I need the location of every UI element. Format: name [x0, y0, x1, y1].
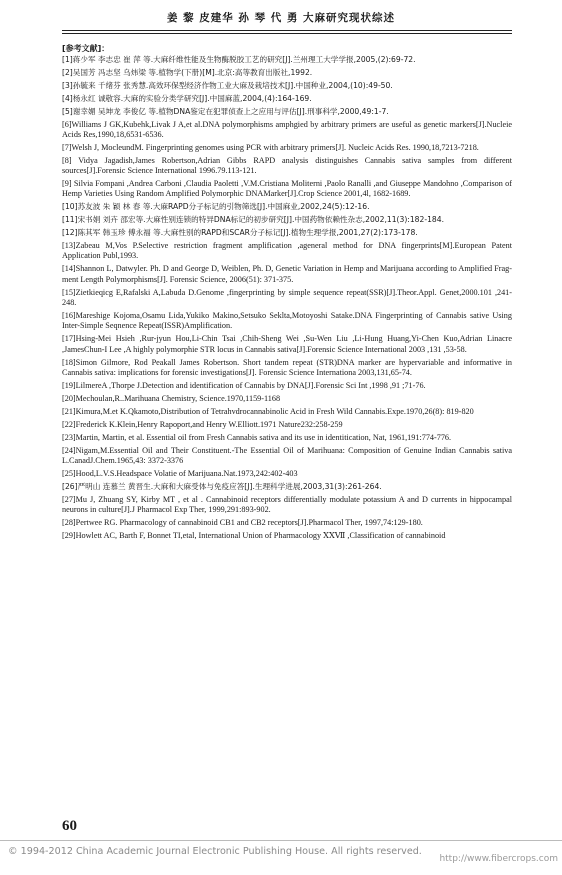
reference-item: [24]Nigam,M.Essential Oil and Their Constituent.-The Essential Oil of Marihuana: Composition of Genuine Indian Cannabis sativa L.CanadJ.Chem.1965,43: 3372-3376	[62, 445, 512, 465]
footer-rule	[0, 840, 562, 841]
reference-item: [3]孙毓来 千绪芬 张秀慧.高效环保型经济作物工业大麻及栽培技术[J].中国种业,2004,(10):49-50.	[62, 80, 393, 90]
reference-item: [6]Williams J GK,Kubehk,Livak J A,et al.DNA polymorphisms amphgied by arbitrary primers are useful as genetic markers[J].Nucleie Acids Res,1990,18,6531-6536.	[62, 119, 512, 139]
reference-item: [20]Mechoulan,R..Marihuana Chemistry, Science.1970,1159-1168	[62, 393, 281, 403]
footer-url[interactable]: http://www.fibercrops.com	[439, 854, 558, 864]
reference-item: [10]苏友波 朱 颖 林 春 等.大麻RAPD分子标记的引物筛选[J].中国麻业,2002,24(5):12-16.	[62, 202, 370, 212]
running-header: 姜 黎 皮建华 孙 琴 代 勇 大麻研究现状综述	[166, 12, 396, 24]
header-rule-2	[62, 33, 512, 34]
reference-item: [23]Martin, Martin, et al. Essential oil from Fresh Cannabis sativa and its use in identitication, Nat, 1961,191:774-776.	[62, 432, 452, 442]
reference-item: [14]Shannon L, Datwyler. Ph. D and George D, Weiblen, Ph. D, Genetic Variation in Hemp and Marijuana according to Amplified Frag- ment Length Polymorphisms[J]. Forensic Science, 2006(51): 371-375.	[62, 264, 512, 284]
reference-item: [21]Kimura,M.et K.Qkamoto,Distribution of Tetrahvdrocannabinolic Acid in Fresh Wild Cannabis.Expe.1970,26(8): 819-820	[62, 406, 474, 416]
reference-item: [5]谢幸媚 吴坤龙 李俊亿 等.植物DNA鉴定在犯罪侦查上之应用与评估[J].刑事科学,2000,49:1-7.	[62, 106, 389, 116]
reference-item: [7]Welsh J, MocleundM. Fingerprinting genomes using PCR with arbitrary primers[J]. Nucleic Acids Res. 1990,18,7213-7218.	[62, 142, 479, 152]
reference-item: [1]蒋少军 李志忠 崔 萍 等.大麻纤维性能及生物酶脱胶工艺的研究[J].兰州理工大学学报,2005,(2):69-72.	[62, 54, 416, 64]
reference-list	[62, 44, 512, 544]
reference-item: [28]Pertwee RG. Pharmacology of cannabinoid CB1 and CB2 receptors[J].Pharmacol Ther, 1997,74:129-180.	[62, 517, 423, 527]
reference-item: [26]严明山 连慕兰 黄晋生.大麻和大麻受体与免疫应答[J].生理科学进展,2003,31(3):261-264.	[62, 481, 382, 491]
copyright-footer	[8, 846, 558, 868]
reference-item: [17]Hsing-Mei Hsieh ,Rur-jyun Hou,Li-Chin Tsai ,Chih-Sheng Wei ,Su-Wen Liu ,Li-Hung Huang,Yi-Chen Kuo,Adrian Linacre ,JamesChun-I Lee ,A highly polymorphie STR locus in Cannabis sativa[J].Forensic Science International 2003 ,131 ,53-58.	[62, 334, 512, 354]
copyright-text: © 1994-2012 China Academic Journal Electronic Publishing House. All rights reserved.	[8, 846, 422, 857]
reference-item: [16]Mareshige Kojoma,Osamu Lida,Yukiko Makino,Setsuko Seklta,Motoyoshi Satake.DNA Fingerprinting of Cannabis sative Using Inter-Simple Seqnence Repeat(ISSR)Amplification.	[62, 310, 512, 331]
reference-item: [4]杨永红 诚敬容.大麻的实验分类学研究[J].中国麻蓝,2004,(4):164-169.	[62, 93, 312, 103]
reference-item: [12]陈其军 韩玉珍 傅永福 等.大麻性别的RAPD和SCAR分子标记[J].植物生理学报,2001,27(2):173-178.	[62, 228, 418, 238]
reference-item: [22]Frederick K.Klein,Henry Rapoport,and Henry W.Elliott.1971 Nature232:258-259	[62, 419, 343, 429]
reference-item: [25]Hood,L.V.S.Headspace Volatie of Marijuana.Nat.1973,242:402-403	[62, 468, 298, 478]
header-rule	[62, 30, 512, 31]
references-heading: [参考文献]：	[62, 44, 110, 53]
reference-item: [13]Zabeau M,Vos P.Selective restriction fragment amplification ,ageneral method for DNA fingerprints[M].European Patent Application Publ,1993.	[62, 241, 512, 261]
reference-item: [18]Simon Gilmore, Rod Peakall James Robertson. Short tandem repeat (STR)DNA marker are hypervariable and informative in Cannabis sativa: implications for forensic investigations[J]. Forensic Science Internationa 2003,131,65-74.	[62, 357, 512, 377]
reference-item: [9] Silvia Fompani ,Andrea Carboni ,Claudia Paoletti ,V.M.Cristiana Moliterni ,Paolo Ranalli ,and Giuseppe Mandohno ,Comparison of Hemp Varieties Using Random Amplified Polymorphic DNAMarker[J].Crop Science 2001,4l, 1682-1689.	[62, 179, 512, 199]
reference-item: [29]Howlett AC, Barth F, Bonnet TI,etal, International Union of Pharmacology ⅩⅩⅦ ,Classification of cannabinoid	[62, 530, 446, 540]
reference-item: [19]LilmereA ,Thorpe J.Detection and identification of Cannabis by DNA[J].Forensic Sci Int ,1998 ,91 ;71-76.	[62, 380, 426, 390]
reference-item: [27]Mu J, Zhuang SY, Kirby MT , et al . Cannabinoid receptors differentially modulate potassium A and D currents in hippocampal neurons in culture[J].J Pharmacol Exp Ther, 1999,291:893-902.	[62, 494, 512, 514]
reference-item: [8] Vidya Jagadish,James Robertson,Adrian Gibbs RAPD analysis distinguishes Cannabis sativa samples from different sources[J].Forensic Science International 1996.79.113-121.	[62, 155, 512, 176]
reference-item: [15]Zietkieqicg E,Rafalski A,Labuda D.Genome ,fingerprinting by simple sequence repeat(SSR)[J].Theor.Appl. Genet,2000.101 ,241-248.	[62, 287, 512, 308]
page-number: 60	[62, 818, 77, 834]
reference-item: [11]宋书娟 刘卉 邵宏等.大麻性别连锁的特异DNA标记的初步研究[J].中国药物依赖性杂志,2002,11(3):182-184.	[62, 215, 444, 225]
reference-item: [2]吴国芳 冯志坚 乌炜梁 等.植物学(下册)[M].北京:高等教育出版社,1992.	[62, 67, 313, 77]
